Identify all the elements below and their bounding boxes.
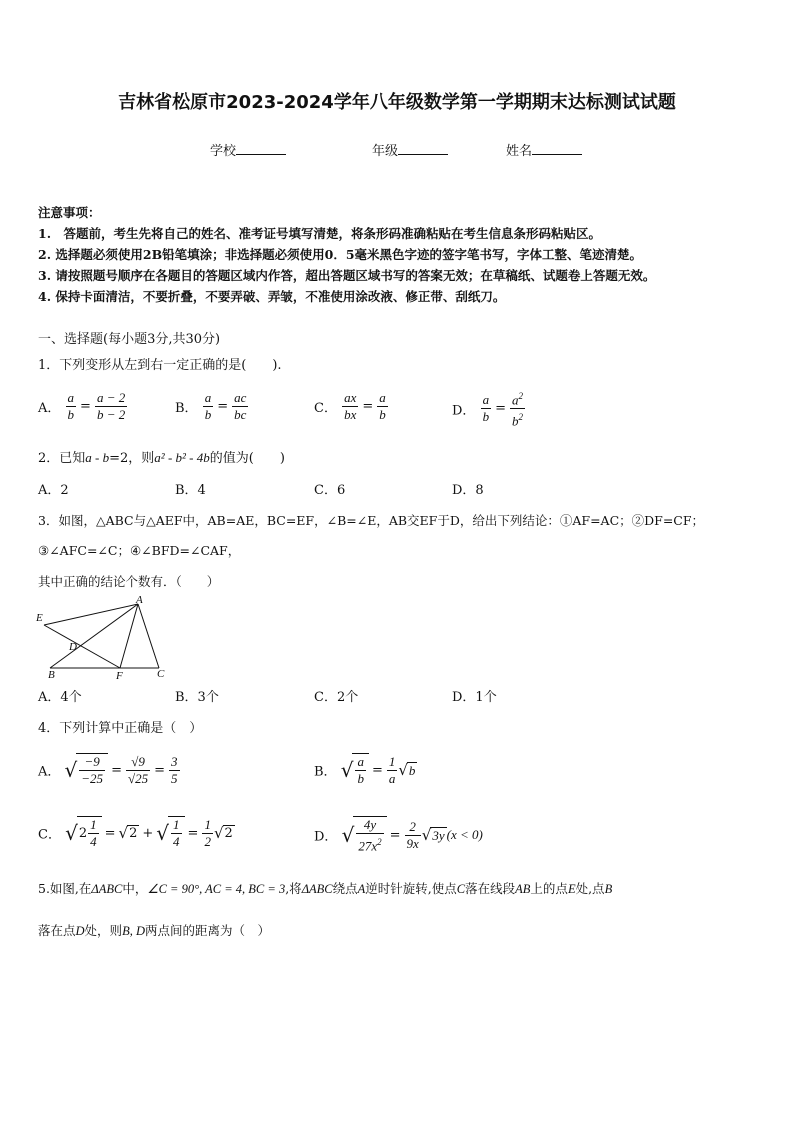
q4-option-d[interactable]: D． √ $\frac{4y}{27x^2}$ = $\frac{2}{9x}$ √3y (x < 0): [314, 817, 483, 854]
q1-option-c[interactable]: C． $\frac{ax}{bx}$ = $\frac{a}{b}$: [314, 390, 386, 422]
q1-option-b[interactable]: B． $\frac{a}{b}$ = $\frac{ac}{bc}$: [175, 390, 247, 422]
q5-line2: 落在点D处，则B, D两点间的距离为（ ）: [38, 923, 270, 938]
name-field[interactable]: 姓名: [506, 140, 582, 159]
vertex-label-f: F: [116, 670, 123, 682]
q1-option-a[interactable]: A． $\frac{a}{b}$ = $\frac{a - 2}{b - 2}$: [38, 390, 126, 422]
q3-option-d[interactable]: D．1个: [452, 690, 497, 705]
grade-field[interactable]: 年级: [372, 140, 448, 159]
note-item: 1. 答题前，考生先将自己的姓名、准考证号填写清楚，将条形码准确粘贴在考生信息条形码粘贴区。: [38, 226, 602, 241]
q4-option-b[interactable]: B． √ $\frac{a}{b}$ = $\frac{1}{a}$ √b: [314, 753, 416, 786]
q4-stem: 4．下列计算中正确是（ ）: [38, 721, 203, 736]
notes-heading: 注意事项：: [38, 205, 101, 220]
q4-option-c[interactable]: C． √2 $\frac{1}{4}$ = √2 + √ $\frac{1}{4}$ = $\frac{1}{2}$ √2: [38, 816, 233, 849]
school-field[interactable]: 学校: [210, 140, 286, 159]
vertex-label-a: A: [136, 594, 143, 606]
note-item: 3. 请按照题号顺序在各题目的答题区域内作答，超出答题区域书写的答案无效；在草稿纸、试题卷上答题无效。: [38, 268, 656, 283]
q3-line3: 其中正确的结论个数有．（ ）: [38, 574, 220, 589]
q3-option-c[interactable]: C．2个: [314, 690, 359, 705]
q2-option-d[interactable]: D．8: [452, 483, 484, 498]
q2-option-b[interactable]: B．4: [175, 483, 206, 498]
q4-option-a[interactable]: A． √ $\frac{-9}{-25}$ = $\frac{√9}{√25}$ = $\frac{3}{5}$: [38, 753, 178, 786]
q3-triangle-figure: [34, 592, 174, 682]
q1-stem: 1．下列变形从左到右一定正确的是( ).: [38, 358, 282, 373]
note-item: 2. 选择题必须使用2B铅笔填涂；非选择题必须使用0．5毫米黑色字迹的签字笔书写，字体工整、笔迹清楚。: [38, 247, 643, 262]
page-title: 吉林省松原市2023-2024学年八年级数学第一学期期末达标测试试题: [118, 92, 676, 113]
q3-option-a[interactable]: A．4个: [38, 690, 82, 705]
vertex-label-b: B: [48, 669, 55, 681]
q3-line2: ③∠AFC=∠C；④∠BFD=∠CAF，: [38, 543, 241, 558]
q2-option-c[interactable]: C．6: [314, 483, 346, 498]
q3-line1: 3．如图，△ABC与△AEF中，AB=AE，BC=EF，∠B=∠E，AB交EF于D，给出下列结论：①AF=AC；②DF=CF；: [38, 513, 705, 528]
q3-option-b[interactable]: B．3个: [175, 690, 219, 705]
q2-option-a[interactable]: A．2: [38, 483, 69, 498]
q2-stem: 2．已知a - b=2，则a² - b² - 4b的值为( ): [38, 450, 285, 466]
q1-option-d[interactable]: D． $\frac{a}{b}$ = $\frac{a^2}{b^2}$: [452, 388, 526, 430]
section-heading: 一、选择题(每小题3分,共30分): [38, 332, 221, 347]
vertex-label-c: C: [157, 668, 165, 680]
q5-line1: 5.如图,在ΔABC中，∠C = 90°, AC = 4, BC = 3,将ΔABC绕点A逆时针旋转,使点C落在线段AB上的点E处,点B: [38, 881, 613, 896]
vertex-label-e: E: [36, 612, 43, 624]
vertex-label-d: D: [69, 641, 77, 653]
note-item: 4. 保持卡面清洁，不要折叠，不要弄破、弄皱，不准使用涂改液、修正带、刮纸刀。: [38, 289, 506, 304]
